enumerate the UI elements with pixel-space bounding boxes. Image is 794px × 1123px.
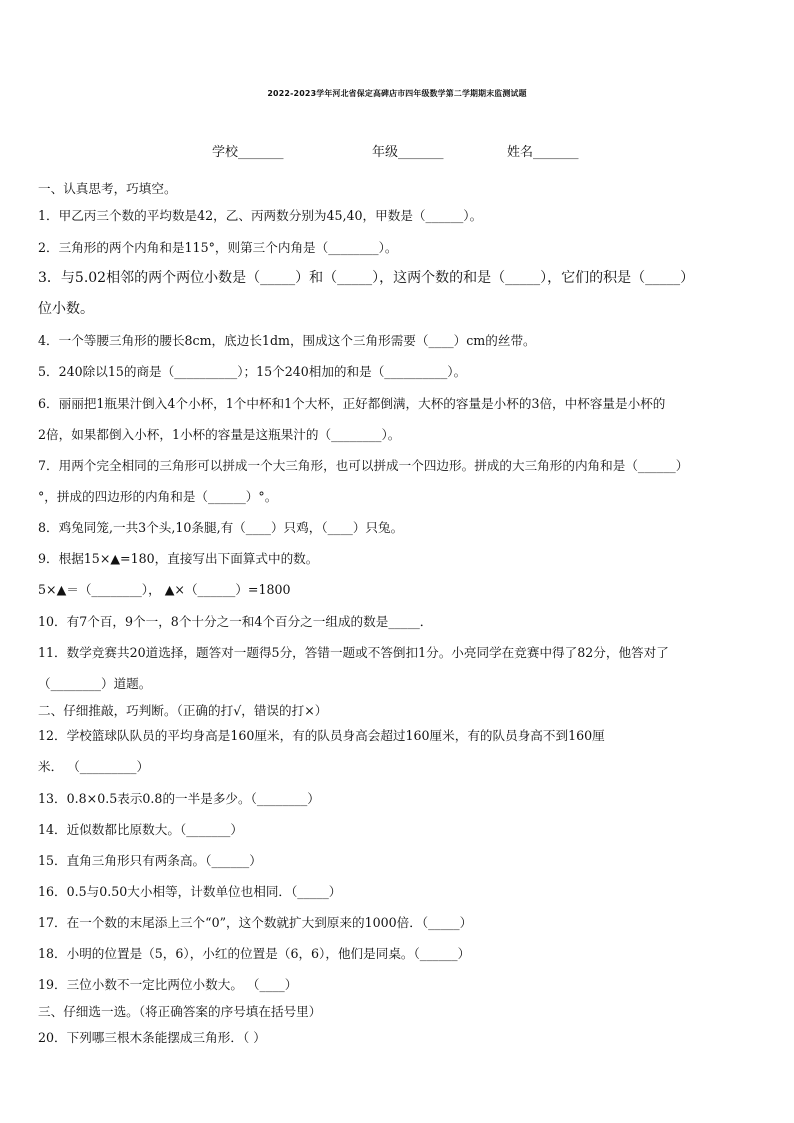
question-15: 15．直角三角形只有两条高。（______） <box>38 853 262 868</box>
question-13: 13．0.8×0.5表示0.8的一半是多少。（________） <box>38 791 320 806</box>
question-8: 8．鸡兔同笼,一共3个头,10条腿,有（____）只鸡，（____）只兔。 <box>38 520 404 535</box>
question-6: 6．丽丽把1瓶果汁倒入4个小杯，1个中杯和1个大杯，正好都倒满，大杯的容量是小杯的3倍，中杯容量是小杯的 <box>38 396 666 411</box>
question-11: 11．数学竞赛共20道选择，题答对一题得5分，答错一题或不答倒扣1分。小亮同学在竞赛中得了82分，他答对了 <box>38 645 669 660</box>
question-3: 3．与5.02相邻的两个两位小数是（_____）和（_____），这两个数的和是（_____），它们的积是（_____） <box>38 270 695 286</box>
question-9-cont: 5×▲＝（________）， ▲×（______）=1800 <box>38 582 291 597</box>
question-18: 18．小明的位置是（5，6），小红的位置是（6，6），他们是同桌。（______） <box>38 946 471 961</box>
section-heading-3: 三、仔细选一选。（将正确答案的序号填在括号里） <box>38 1004 322 1019</box>
grade-field: 年级_______ <box>372 145 444 160</box>
question-12-cont: 米． （_________） <box>38 759 150 774</box>
page-title: 2022-2023学年河北省保定高碑店市四年级数学第二学期期末监测试题 <box>267 89 527 98</box>
question-11-cont: （________）道题。 <box>38 676 152 691</box>
name-field: 姓名_______ <box>507 145 579 160</box>
question-17: 17．在一个数的末尾添上三个“0”，这个数就扩大到原来的1000倍．（_____） <box>38 915 473 930</box>
question-1: 1．甲乙丙三个数的平均数是42，乙、丙两数分别为45,40，甲数是（______）。 <box>38 208 483 223</box>
question-3-cont: 位小数。 <box>38 301 94 317</box>
question-14: 14．近似数都比原数大。（_______） <box>38 822 243 837</box>
question-4: 4．一个等腰三角形的腰长8cm，底边长1dm，围成这个三角形需要（____）cm的丝带。 <box>38 333 536 348</box>
question-16: 16．0.5与0.50大小相等，计数单位也相同．（_____） <box>38 884 342 899</box>
question-20: 20．下列哪三根木条能摆成三角形．（ ） <box>38 1030 266 1045</box>
section-heading-2: 二、仔细推敲，巧判断。（正确的打√，错误的打×） <box>38 703 328 718</box>
question-7: 7．用两个完全相同的三角形可以拼成一个大三角形，也可以拼成一个四边形。拼成的大三角形的内角和是（______） <box>38 458 689 473</box>
question-5: 5．240除以15的商是（__________）；15个240相加的和是（__________）。 <box>38 364 467 379</box>
question-7-cont: °，拼成的四边形的内角和是（______）°。 <box>38 489 278 504</box>
question-12: 12．学校篮球队队员的平均身高是160厘米，有的队员身高会超过160厘米，有的队员身高不到160厘 <box>38 728 605 743</box>
section-heading-1: 一、认真思考，巧填空。 <box>38 181 177 196</box>
question-10: 10．有7个百，9个一，8个十分之一和4个百分之一组成的数是_____． <box>38 614 433 629</box>
school-field: 学校_______ <box>212 145 284 160</box>
question-6-cont: 2倍，如果都倒入小杯，1小杯的容量是这瓶果汁的（________）。 <box>38 427 401 442</box>
question-9: 9．根据15×▲=180，直接写出下面算式中的数。 <box>38 551 319 566</box>
question-19: 19．三位小数不一定比两位小数大。 （____） <box>38 977 298 992</box>
question-2: 2．三角形的两个内角和是115°，则第三个内角是（________）。 <box>38 240 398 255</box>
